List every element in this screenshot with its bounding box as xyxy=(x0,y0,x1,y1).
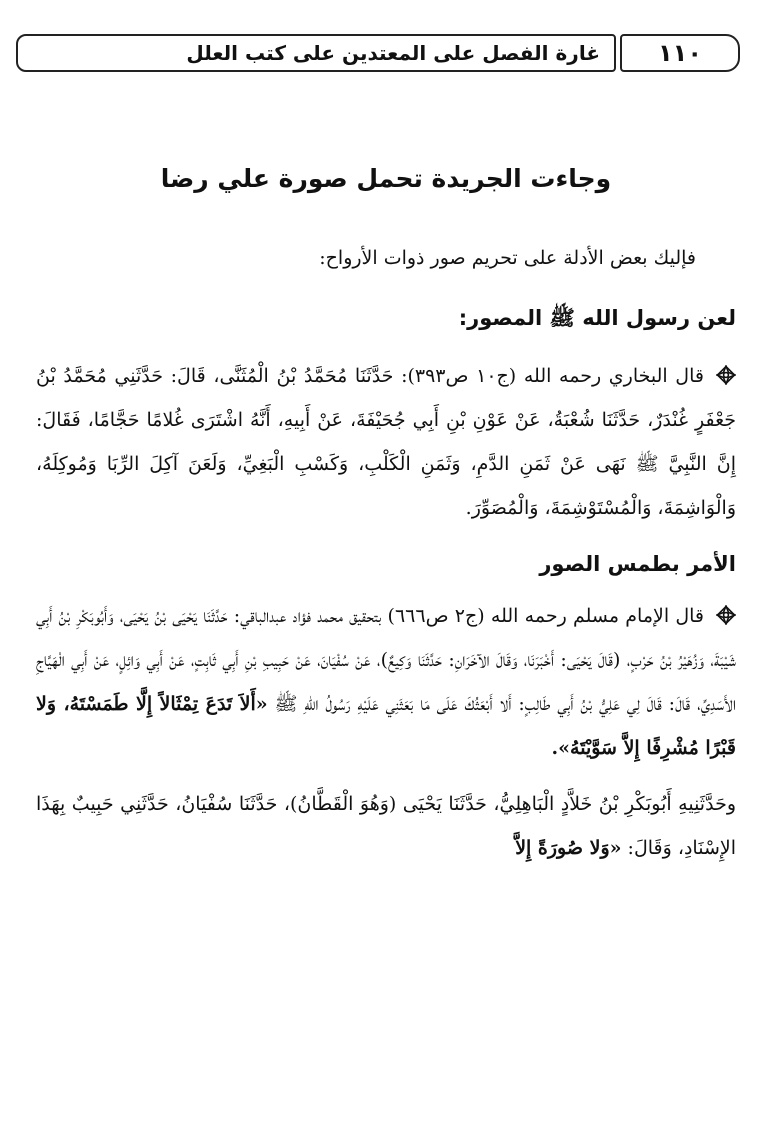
hadith-muslim-second-chain xyxy=(36,782,736,870)
flower-ornament-icon xyxy=(716,357,736,377)
running-header xyxy=(16,34,759,76)
page-number: ١١٠ xyxy=(658,39,702,67)
hadith-muslim-text: قال الإمام مسلم رحمه الله (ج٢ ص٦٦٦) بتحقيق محمد فؤاد عبدالباقي: حَدَّثَنَا يَحْيَى بْنُ يَحْيَى، وَأَبُوبَكْرِ بْنُ أَبِي شَيْبَةَ، وَزُهَيْرُ بْنُ حَرْبٍ، (قَالَ يَحْيَى: أَخْبَرَنَا، وَقَالَ الآخَرَانِ: حَدَّثَنَا وَكِيعٌ)، عَنْ سُفْيَانَ، عَنْ حَبِيبِ بْنِ أَبِي ثَابِتٍ، عَنْ أَبِي وَائِلٍ، عَنْ أَبِي الْهَيَّاجِ الأَسَدِيِّ، قَالَ: قَالَ لِي عَلِيُّ بْنُ أَبِي طَالِبٍ: أَلا أَبْعَثُكَ عَلَى مَا بَعَثَنِي عَلَيْهِ رَسُولُ اللهِ ﷺ xyxy=(36,605,737,715)
book-title: غارة الفصل على المعتدين على كتب العلل xyxy=(186,41,600,65)
main-heading: وجاءت الجريدة تحمل صورة علي رضا xyxy=(160,164,612,193)
header-title-frame xyxy=(16,34,616,72)
hadith-muslim xyxy=(36,594,736,770)
intro-text: فإليك بعض الأدلة على تحريم صور ذوات الأرواح: xyxy=(319,247,696,269)
section-heading-obliterate: الأمر بطمس الصور xyxy=(539,552,736,576)
flower-ornament-icon xyxy=(716,597,736,617)
second-chain-text: وحَدَّثَنِيهِ أَبُوبَكْرِ بْنُ خَلاَّدٍ الْبَاهِلِيُّ، حَدَّثَنَا يَحْيَى (وَهُوَ الْقَطَّانُ)، حَدَّثَنَا سُفْيَانُ، حَدَّثَنِي حَبِيبٌ بِهَذَا الإِسْنَادِ، وَقَالَ: xyxy=(36,793,736,859)
hadith-bukhari xyxy=(36,354,736,530)
page-number-tab xyxy=(620,34,740,72)
section-heading-curse: لعن رسول الله ﷺ المصور: xyxy=(458,306,736,330)
hadith-bukhari-text: قال البخاري رحمه الله (ج١٠ ص٣٩٣): حَدَّثَنَا مُحَمَّدُ بْنُ الْمُثَنَّى، قَالَ: حَدَّثَنِي مُحَمَّدُ بْنُ جَعْفَرٍ غُنْدَرٌ، حَدَّثَنَا شُعْبَةُ، عَنْ عَوْنِ بْنِ أَبِي جُحَيْفَةَ، عَنْ أَبِيهِ، أَنَّهُ اشْتَرَى غُلامًا حَجَّامًا، فَقَالَ: إِنَّ النَّبِيَّ ﷺ نَهَى عَنْ ثَمَنِ الدَّمِ، وَثَمَنِ الْكَلْبِ، وَكَسْبِ الْبَغِيِّ، وَلَعَنَ آكِلَ الرِّبَا وَمُوكِلَهُ، وَالْوَاشِمَةَ، وَالْمُسْتَوْشِمَةَ، وَالْمُصَوِّرَ. xyxy=(36,365,736,519)
hadith-muslim-quote: «أَلاَ تَدَعَ تِمْثَالاً إِلَّا طَمَسْتَهُ، وَلا قَبْرًا مُشْرِفًا إِلاَّ سَوَّيْتَهُ». xyxy=(36,693,736,759)
page-body xyxy=(36,150,736,892)
second-chain-quote: «وَلا صُورَةً إِلاَّ xyxy=(515,837,622,859)
